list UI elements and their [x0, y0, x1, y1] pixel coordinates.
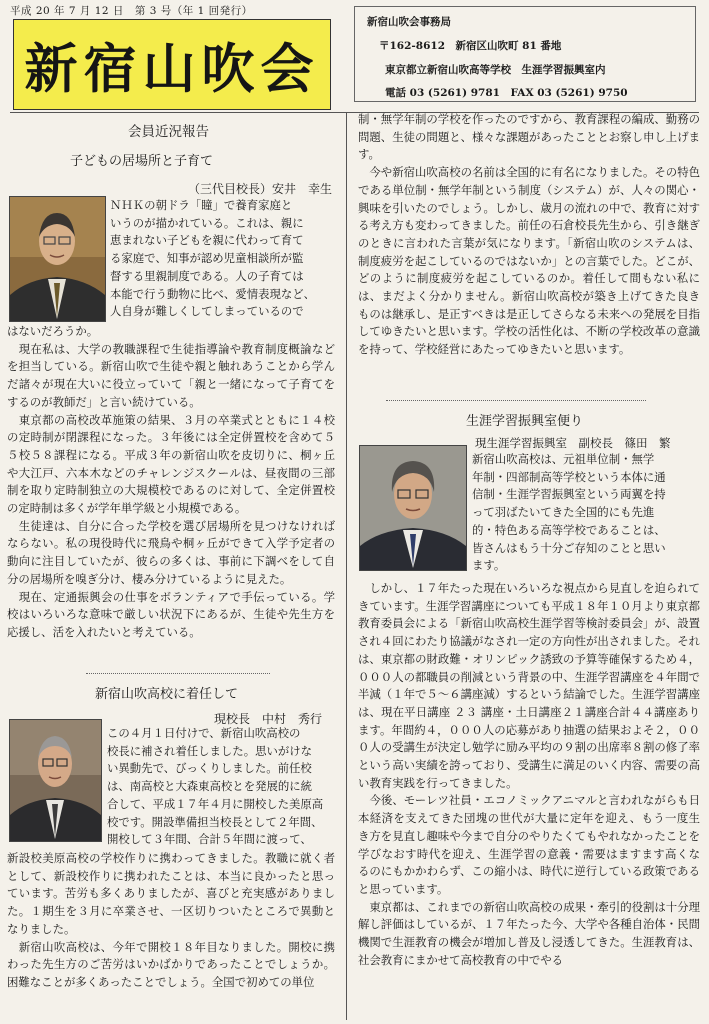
- paragraph: 今や新宿山吹高校の名前は全国的に有名になりました。その特色である単位制・無学年制という制度（システム）が、人々の関心・興味を引いたのでしょう。しかし、歳月の流れの中で、教育に対する考え方も変わってきました。前任の石倉校長先生から、引き継ぎのときに言われた言葉が気になります。「新宿山吹のシステムは、制度疲労を起こしているのではないか」との言葉でした。どこが、どのように制度疲労を起こしているのか。着任して間もない私には、まだよく分かりません。新宿山吹高校が築き上げてきた良きものは継承し、是正すべきは是正してさらなる未来への発展を目指してゆきたいと思います。学校の活性化は、不断の学校改革の意識を持って、学校経営にあたってゆきたいと思います。: [358, 165, 700, 357]
- article1-wrapped-text: [110, 197, 335, 321]
- paragraph: しかし、１７年たった現在いろいろな視点から見直しを迫られてきています。生涯学習講座についても平成１８年１０月より東京都教育委員会による「新宿山吹高校生涯学習等検討委員会」が、設置され４回にわたり協議がなされ一定の方向性が出されました。それは、東京都の財政難・オリンピック誘致の予算等確保するため４，０００人の都職員の削減という背景の中、生涯学習講座を４年間で半減（１年で５〜６講座減）するという結論でした。生涯学習講座は、現在平日講座 ２３ 講座・土日講座２１講座合計４４講座あります。年間約４，０００人の応募があり抽選の結果およそ２，０００人の受講生が決定し勉学に励み平均の９割の出席率８割の修了率という高い実績を誇っており、受講生に満足のいく内容、需要の高い教育実践を行ってきました。: [358, 581, 700, 790]
- text-line: 信制・生涯学習振興室という両翼を持: [472, 487, 666, 502]
- text-line: い異動先で、びっくりしました。前任校: [107, 761, 312, 776]
- text-line: 人自身が難しくしてしまっているので: [110, 304, 304, 319]
- text-line: 恵まれない子どもを親に代わって育て: [110, 233, 304, 248]
- paragraph: 新宿山吹高校は、今年で開校１８年目なりました。開校に携わった先生方のご苦労はいかばかりであったことでしょうか。困難なことが多くあったことでしょう。全国で初めての単位: [7, 939, 335, 989]
- paragraph: 制・無学年制の学校を作ったのですから、教育課程の編成、勤務の問題、生徒の問題と、様々な課題があったこととお察し申し上げます。: [358, 112, 700, 162]
- text-line: ます。: [472, 558, 506, 573]
- paragraph: 生徒達は、自分に合った学校を選び居場所を見つけなければならない。私の現役時代に飛鳥や桐ヶ丘ができて入学予定者の動向に注目していたが、彼らの多くは、事前に下調べをして自分の居場所を嗅ぎ分け、棲み分けているように見えた。: [7, 518, 335, 586]
- article2-body: [7, 850, 335, 992]
- article2-continued: [358, 111, 700, 359]
- text-line: 皆さんはもう十分ご存知のことと思い: [472, 540, 666, 555]
- text-line: 本能で行う動物に比べ、愛情表現など、: [110, 286, 316, 301]
- article2-wrapped-text: [107, 725, 335, 849]
- office-postal: 〒162-8612 新宿区山吹町 81 番地: [379, 40, 562, 52]
- paragraph: 東京都は、これまでの新宿山吹高校の成果・牽引的役割は十分理解し評価はしているが、１７年たった今、大学や各種自治体・民間機関で生涯教育の機会が増加し普及し浸透してきた。生涯教育は、社会教育にまかせて高校教育の中でやる: [358, 899, 700, 967]
- paragraph: 今後、モーレツ社員・エコノミックアニマルと言われながらも日本経済を支えてきた団塊の世代が大量に定年を迎え、もう一度生き方を見直し趣味や今まで自分のやりたくてもやれなかったことを学びなおす時代を迎え、生涯学習の意義・需要はますます高くなるのにもかかわらず、この縮小は、時代に逆行している政策であると思っています。: [358, 793, 700, 896]
- article1-byline: （三代目校長）安井 幸生: [188, 182, 333, 196]
- article1-body: [7, 323, 335, 642]
- article1-title: 子どもの居場所と子育て: [70, 154, 214, 169]
- article-separator: [86, 673, 270, 674]
- office-phone: 電話 03 (5261) 9781 FAX 03 (5261) 9750: [385, 87, 628, 99]
- article2-title: 新宿山吹高校に着任して: [95, 687, 239, 702]
- text-line: 年制・四部制高等学校という本体に通: [472, 469, 666, 484]
- text-line: 校です。開設準備担当校長として２年間、: [107, 814, 323, 829]
- paragraph: 新設校美原高校の学校作りに携わってきました。教職に就く者として、新設校作りに携われたことは、本当に良かったと思っています。苦労も多くありましたが、喜びと充実感がありました。１期生を３月に卒業させ、一区切りついたところで異動となりました。: [7, 851, 335, 936]
- article3-body: [358, 580, 700, 969]
- article3-wrapped-text: [472, 451, 702, 575]
- author-photo-shinoda: [359, 445, 467, 571]
- office-school: 東京都立新宿山吹高等学校 生涯学習振興室内: [385, 64, 606, 76]
- text-line: って羽ばたいてきた全国的にも先進: [472, 505, 655, 520]
- text-line: 的・特色ある高等学校であることは、: [472, 522, 666, 537]
- paragraph: 現在、定通振興会の仕事をボランティアで手伝っている。学校はいろいろな意味で厳しい状況下にあるが、生徒や先生方を応援し、活を入れたいと考えている。: [7, 589, 335, 639]
- article2-byline: 現校長 中村 秀行: [214, 712, 323, 726]
- text-line: いうのが描かれている。これは、親に: [110, 215, 304, 230]
- office-name: 新宿山吹会事務局: [367, 16, 451, 28]
- text-line: 合して、平成１７年４月に開校した美原高: [107, 796, 324, 811]
- article-separator: [386, 400, 646, 401]
- text-line: この４月１日付けで、新宿山吹高校の: [107, 726, 301, 740]
- author-photo-yasui: [9, 196, 106, 322]
- text-line: 新宿山吹高校は、元祖単位制・無学: [472, 452, 655, 466]
- section-title: 会員近況報告: [128, 124, 209, 140]
- paragraph: はないだろうか。: [7, 324, 99, 338]
- masthead-title: 新宿山吹会: [24, 37, 320, 100]
- text-line: は、南高校と大森東高校とを発展的に統: [107, 779, 313, 794]
- column-divider: [346, 112, 347, 1020]
- article3-title: 生涯学習振興室便り: [466, 414, 584, 429]
- office-address-box: [354, 6, 696, 102]
- masthead-title-box: [13, 19, 331, 110]
- author-photo-nakamura: [9, 719, 102, 842]
- text-line: 開校して３年間、合計５年間に渡って、: [107, 832, 312, 847]
- text-line: ＮＨＫの朝ドラ「瞳」で養育家庭と: [110, 198, 293, 212]
- issue-date-line: 平成 20 年 7 月 12 日 第 3 号（年 1 回発行）: [10, 5, 253, 17]
- text-line: 校長に補され着任しました。思いがけな: [107, 743, 313, 758]
- text-line: 督する里親制度である。人の子育ては: [110, 268, 304, 283]
- article3-byline: 現生涯学習振興室 副校長 篠田 繁: [475, 436, 671, 450]
- paragraph: 東京都の高校改革施策の結果、３月の卒業式とともに１４校の定時制が閉課程になった。３年後には全定併置校を含めて５５校５８課程になる。平成３年の新宿山吹を皮切りに、桐ヶ丘や大江戸、六本木などのチャレンジスクールは、昼夜間の三部制を取り定時制独立の大規模校であるのに対して、全定併置校の定時制は多くが学年単学級と小規模である。: [7, 412, 335, 516]
- text-line: る家庭で、知事が認め児童相談所が監: [110, 251, 304, 266]
- paragraph: 現在私は、大学の教職課程で生徒指導論や教育制度概論などを担当している。新宿山吹で生徒や親と触れあうことから学んだ諸々が現在大いに役立っていて「親と一緒になって子育てをするのが教師だ」と言い続けている。: [7, 341, 335, 409]
